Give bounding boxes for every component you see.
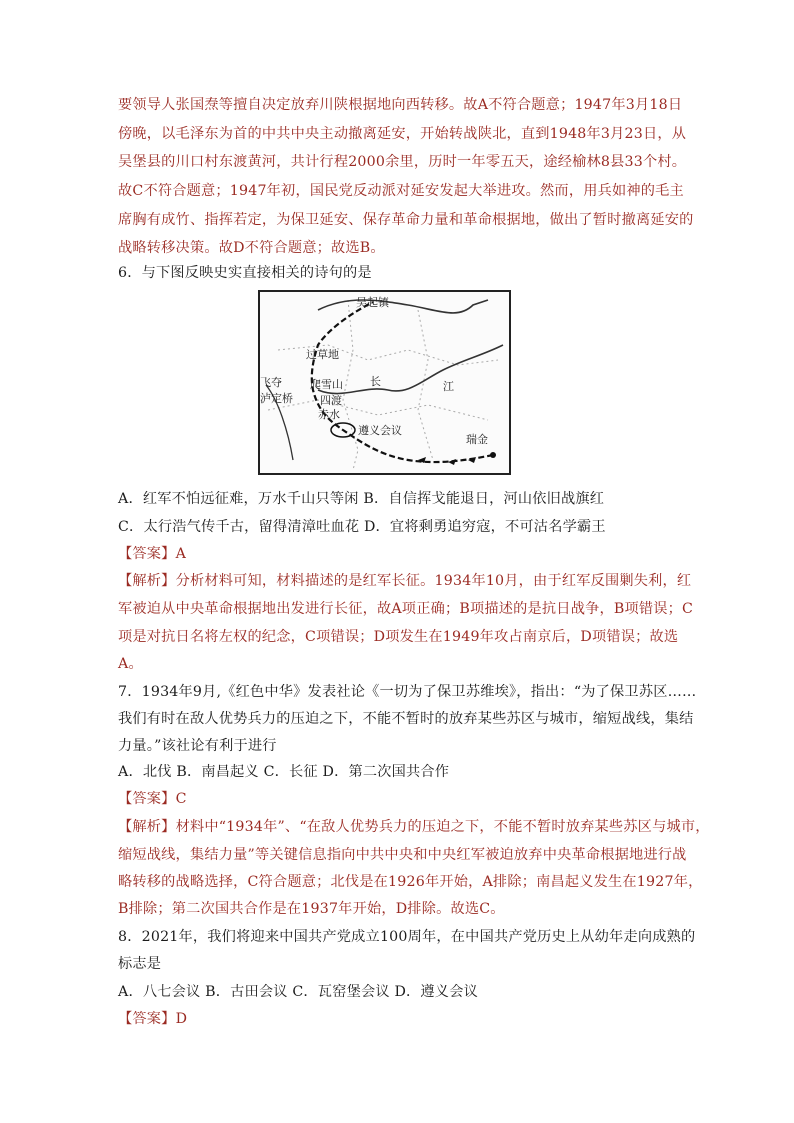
q6-analysis-line: A。 <box>118 656 143 672</box>
q6-options-cd: C．太行浩气传千古，留得清漳吐血花 D．宜将剩勇追穷寇，不可沽名学霸王 <box>118 519 606 535</box>
q8-stem: 8．2021年，我们将迎来中国共产党成立100周年，在中国共产党历史上从幼年走向成熟的 <box>118 929 696 945</box>
q7-analysis-line: B排除；第二次国共合作是在1937年开始，D排除。故选C。 <box>118 901 505 917</box>
answer-tag: 【答案】 <box>118 546 176 562</box>
analysis-line: 傍晚，以毛泽东为首的中共中央主动撤离延安，开始转战陕北，直到1948年3月23日，从 <box>118 126 687 142</box>
q7-answer <box>118 790 187 808</box>
q7-stem: 力量。”该社论有利于进行 <box>118 738 277 754</box>
q8-options: A．八七会议 B．古田会议 C．瓦窑堡会议 D．遵义会议 <box>118 984 478 1000</box>
analysis-line: 席胸有成竹、指挥若定，为保卫延安、保存革命力量和革命根据地，做出了暂时撤离延安的 <box>118 212 694 228</box>
q6-options-ab: A．红军不怕远征难，万水千山只等闲 B．自信挥戈能退日，河山依旧战旗红 <box>118 491 605 507</box>
q7-analysis-line: 缩短战线，集结力量”等关键信息指向中共中央和中央红军被迫放弃中央革命根据地进行战 <box>118 847 687 863</box>
map-label-caodi: 过草地 <box>306 348 339 361</box>
q6-answer <box>118 545 186 563</box>
answer-tag: 【答案】 <box>118 1011 176 1027</box>
analysis-text: 分析材料可知，材料描述的是红军长征。1934年10月，由于红军反围剿失利，红 <box>175 573 692 589</box>
map-label-xueshan: 爬雪山 <box>310 378 343 391</box>
q6-analysis-line: 军被迫从中央革命根据地出发进行长征，故A项正确；B项描述的是抗日战争，B项错误；C <box>118 601 694 617</box>
answer-value: C <box>175 791 187 807</box>
q7-analysis-line <box>118 818 710 836</box>
q8-stem: 标志是 <box>118 956 162 972</box>
map-label-zunyi: 遵义会议 <box>358 424 402 437</box>
analysis-line: 故C不符合题意；1947年初，国民党反动派对延安发起大举进攻。然而，用兵如神的毛主 <box>118 183 684 199</box>
q8-answer <box>118 1010 187 1028</box>
map-label-sidu-1: 四渡 <box>320 394 342 407</box>
answer-value: D <box>175 1011 188 1027</box>
analysis-text: 材料中“1934年”、“在敌人优势兵力的压迫之下，不能不暂时放弃某些苏区与城市， <box>175 819 710 835</box>
q7-stem: 我们有时在敌人优势兵力的压迫之下，不能不暂时的放弃某些苏区与城市，缩短战线，集结 <box>118 711 694 727</box>
map-label-sidu-2: 赤水 <box>318 408 340 421</box>
analysis-line: 吴堡县的川口村东渡黄河，共计行程2000余里，历时一年零五天，途经榆林8县33个村。 <box>118 154 687 170</box>
map-label-chang: 长 <box>370 375 381 388</box>
map-label-wuqizhen: 吴起镇 <box>356 296 389 309</box>
analysis-tag: 【解析】 <box>118 819 176 835</box>
q7-options: A．北伐 B．南昌起义 C．长征 D．第二次国共合作 <box>118 764 450 780</box>
map-label-luding-2: 泸定桥 <box>260 392 293 405</box>
answer-tag: 【答案】 <box>118 791 176 807</box>
q7-analysis-line: 略转移的战略选择，C符合题意；北伐是在1926年开始，A排除；南昌起义发生在1927年， <box>118 874 703 890</box>
long-march-map <box>258 290 511 475</box>
map-label-jiang: 江 <box>443 380 454 393</box>
q6-stem: 6．与下图反映史实直接相关的诗句的是 <box>118 265 372 281</box>
map-label-ruijin: 瑞金 <box>466 433 488 446</box>
answer-value: A <box>175 546 187 562</box>
q7-stem: 7．1934年9月,《红色中华》发表社论《一切为了保卫苏维埃》，指出：“为了保卫苏区…… <box>118 684 697 700</box>
analysis-tag: 【解析】 <box>118 573 176 589</box>
q6-analysis-line: 项是对抗日名将左权的纪念，C项错误；D项发生在1949年攻占南京后，D项错误；故选 <box>118 629 679 645</box>
analysis-line: 战略转移决策。故D不符合题意；故选B。 <box>118 240 385 256</box>
analysis-line: 要领导人张国焘等擅自决定放弃川陕根据地向西转移。故A不符合题意；1947年3月18日 <box>118 97 683 113</box>
q6-analysis-line <box>118 572 691 590</box>
map-label-luding-1: 飞夺 <box>260 376 282 389</box>
